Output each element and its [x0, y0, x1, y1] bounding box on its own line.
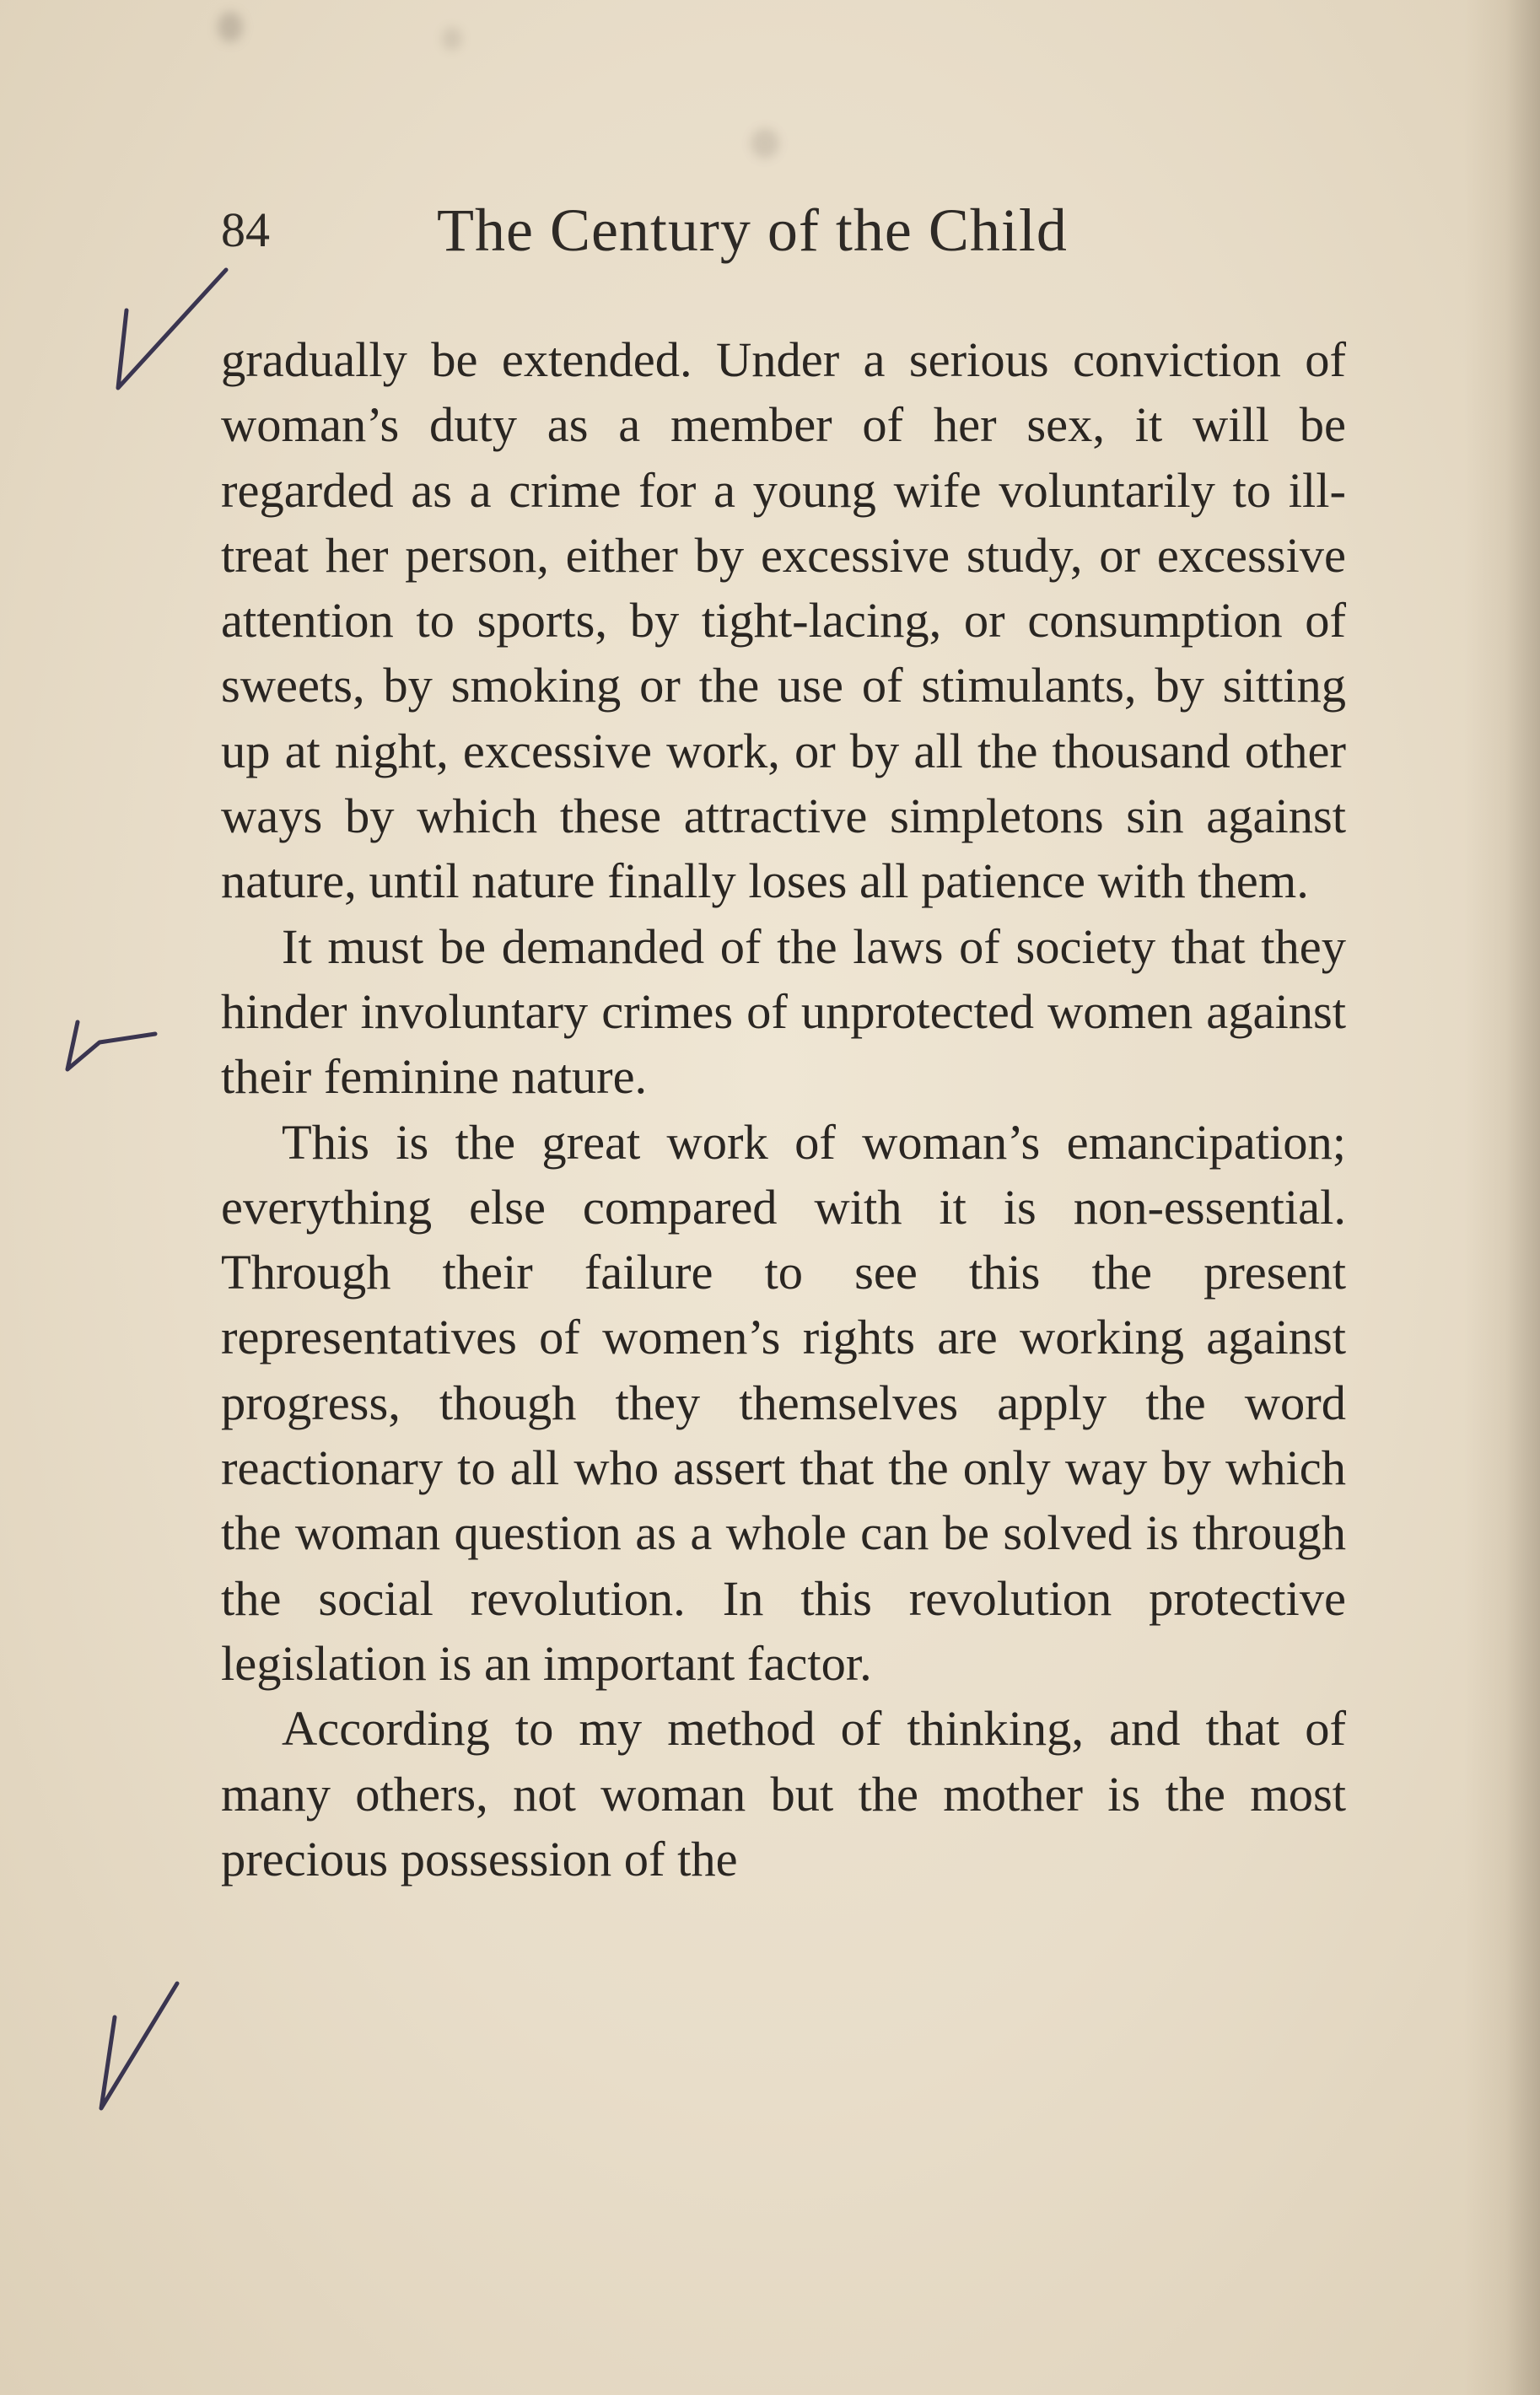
checkmark-pencil-mark — [101, 1983, 177, 2108]
paragraph-2: It must be demanded of the laws of society that they hinder involuntary crimes of unprotected women against their feminine nature. — [221, 918, 1346, 1105]
paragraph-4: According to my method of thinking, and that of many others, not woman but the mother is the most precious possession of the — [221, 1701, 1346, 1886]
paragraph-3: This is the great work of woman’s emancipation; everything else compared with it is non-essential. Through their failure to see this the present representatives of women’s rights are working against progress, though they themselves apply the word reactionary to all who assert that the only way by which the woman question as a whole can be solved is through the social revolution. In this revolution protective legislation is an important factor. — [221, 1114, 1346, 1691]
paragraph-1: gradually be extended. Under a serious conviction of woman’s duty as a member of her sex, it will be regarded as a crime for a young wife voluntarily to ill-treat her person, either by excessive study, or excessive attention to sports, by tight-lacing, or consumption of sweets, by smoking or the use of stimulants, by sitting up at night, excessive work, or by all the thousand other ways by which these attractive simpletons sin against nature, until nature finally loses all patience with them. — [221, 332, 1346, 909]
margin-pencil-mark — [67, 1022, 155, 1069]
checkmark-pencil-mark — [118, 270, 226, 388]
page-number: 84 — [221, 202, 270, 257]
running-title: The Century of the Child — [437, 196, 1068, 264]
